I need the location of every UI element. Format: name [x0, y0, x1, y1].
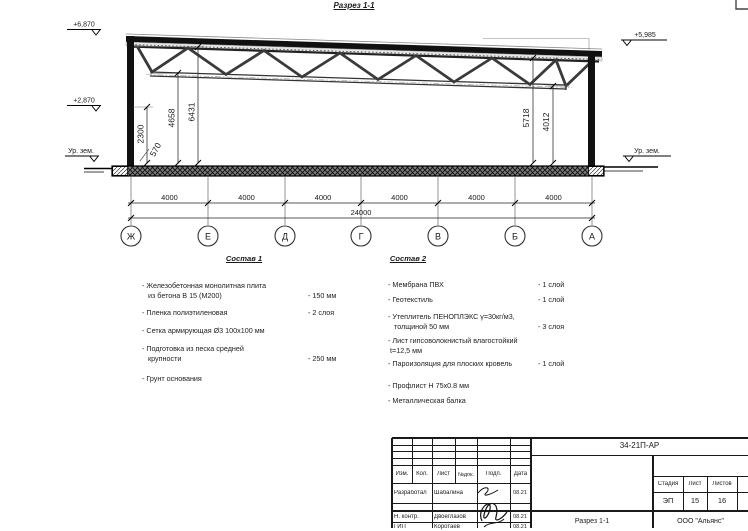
document-number: 34-21П-АР	[619, 441, 660, 450]
total-span-dim: 24000	[350, 208, 372, 217]
horizontal-dimensions	[128, 177, 595, 225]
column-ndok: №док.	[457, 471, 475, 478]
list-item: - Сетка армирующая Ø3 100х100 мм	[142, 325, 265, 335]
drawing-name: Разрез 1-1	[574, 518, 610, 525]
axis-bubbles	[121, 226, 602, 246]
sheet-value: 15	[690, 496, 700, 505]
section-title: Разрез 1-1	[333, 1, 375, 10]
list-item: - Мембрана ПВХ - 1 слой	[388, 280, 565, 289]
span-dim: 4000	[314, 193, 332, 202]
axis-label: Е	[204, 231, 212, 242]
floor-slab	[112, 166, 604, 176]
axis-label: Ж	[126, 231, 136, 242]
ground-level-left: Ур. зем.	[68, 148, 94, 155]
list-item: - Пароизоляция для плоских кровель - 1 слой	[388, 358, 565, 368]
axis-label: В	[434, 231, 442, 242]
sheet-label: Лист	[688, 480, 702, 487]
column-list: Лист	[436, 471, 451, 477]
stage-label: Стадия	[657, 480, 679, 487]
list-item: - Геотекстиль - 1 слой	[388, 294, 565, 304]
elevation-top-right: +5,985	[634, 32, 656, 39]
row-date: 08.21	[513, 490, 527, 496]
axis-label: Г	[358, 231, 364, 242]
dim-4658: 4658	[166, 108, 177, 128]
list-item: - Пленка полиэтиленовая - 2 слоя	[142, 308, 335, 318]
list-item: - Подготовка из песка средней крупности - 250 мм	[142, 344, 337, 363]
row-role: Разработал	[394, 490, 427, 496]
composition2-title: Состав 2	[389, 254, 427, 263]
span-dim: 4000	[238, 193, 255, 202]
list-item: - Металлическая балка	[388, 395, 466, 405]
list-item: - Утеплитель ПЕНОПЛЭКС γ=30кг/м3, толщиной 50 мм - 3 слоя	[388, 312, 565, 331]
row-name: Шабалина	[434, 490, 463, 496]
signature-scribbles	[474, 483, 512, 528]
right-column	[588, 52, 595, 168]
row-role: ГИП	[394, 523, 406, 530]
composition2-list	[388, 280, 618, 405]
elevation-mid-left: +2,870	[73, 97, 95, 105]
dim-6431: 6431	[186, 102, 197, 122]
column-kol: Кол.	[416, 471, 428, 477]
stage-value: ЭП	[662, 496, 674, 505]
row-name: Коротаев	[434, 523, 460, 530]
span-dim: 4000	[391, 193, 408, 202]
dim-5718: 5718	[521, 108, 531, 128]
span-dim: 4000	[161, 193, 178, 202]
column-podp: Подп.	[485, 471, 502, 477]
sheet-frame-corner	[736, 0, 748, 9]
elevation-top-left: +6,870	[73, 21, 95, 29]
row-date: 08.21	[513, 514, 527, 520]
span-dim: 4000	[468, 193, 485, 202]
composition1-list	[142, 281, 372, 383]
row-date: 08.21	[513, 523, 527, 530]
axis-label: Б	[512, 231, 518, 242]
dim-4012: 4012	[541, 112, 551, 132]
column-izm: Изм.	[395, 471, 409, 477]
ground-level-right: Ур. зем.	[634, 148, 660, 155]
sheets-value: 16	[717, 496, 727, 505]
span-dim: 4000	[545, 193, 562, 202]
list-item: - Лист гипсоволокнистый влагостойкий t=12,5 мм	[388, 336, 518, 355]
column-data: Дата	[513, 471, 528, 477]
list-item: - Железобетонная монолитная плита из бетона В 15 (М200) - 150 мм	[142, 281, 337, 300]
dim-570: 570	[147, 140, 164, 159]
sheets-label: Листов	[712, 480, 732, 487]
axis-label: Д	[281, 231, 289, 242]
list-item: - Грунт основания	[142, 373, 202, 383]
row-role: Н. контр.	[394, 514, 419, 520]
company-name: ООО "Альянс"	[677, 518, 724, 525]
dim-2300: 2300	[135, 124, 146, 144]
axis-label: А	[588, 231, 596, 242]
left-column	[127, 36, 134, 168]
composition1-title: Состав 1	[225, 254, 263, 263]
list-item: - Профлист Н 75х0.8 мм	[388, 381, 470, 391]
row-name: Двоеглазов	[434, 514, 466, 520]
